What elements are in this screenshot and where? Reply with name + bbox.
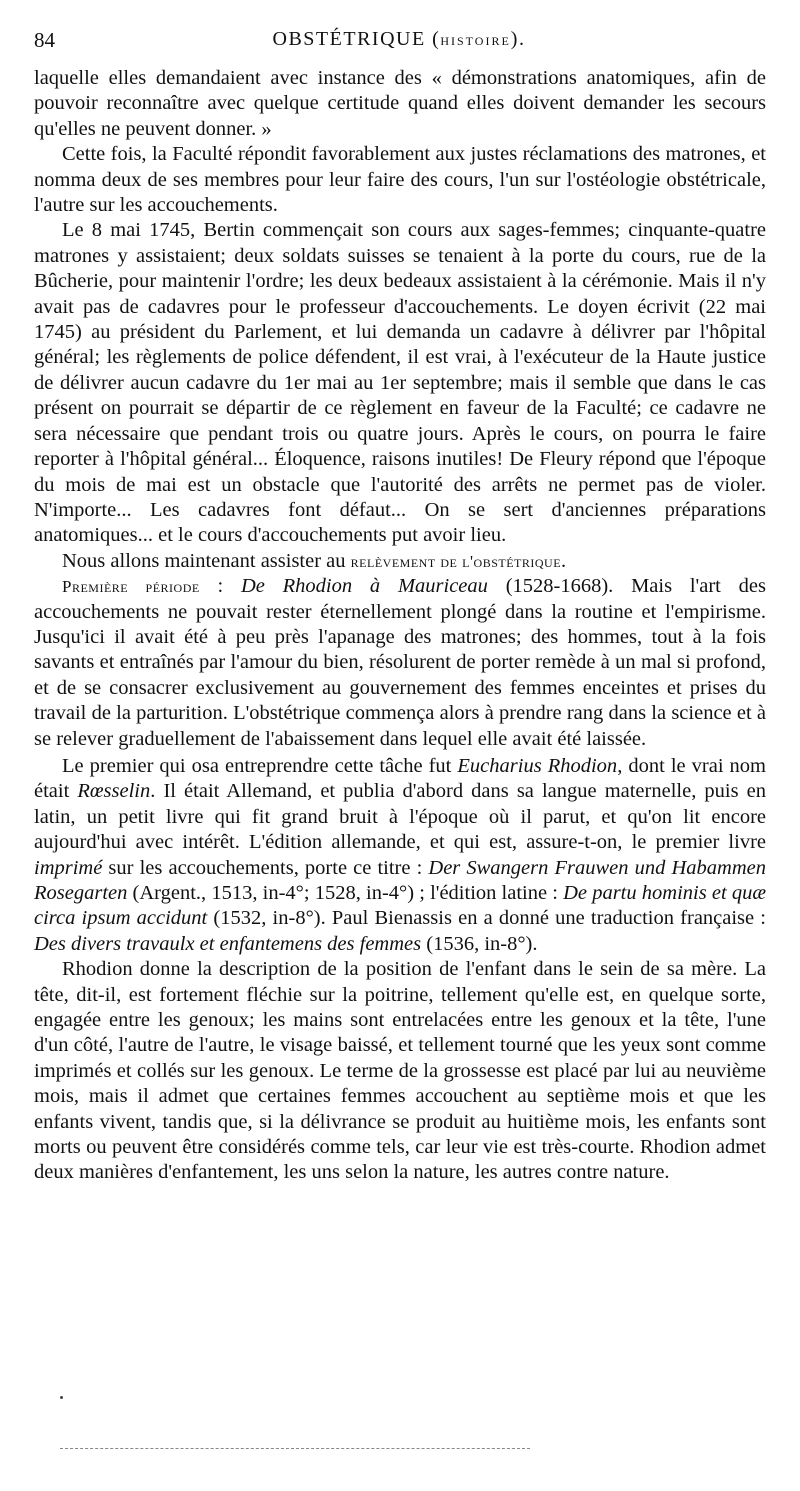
page-body xyxy=(34,66,766,1186)
bottom-rule xyxy=(60,1448,530,1449)
section-announcement: relèvement de l'obstétrique xyxy=(350,551,562,571)
p6-part-5: (Argent., 1513, in-4°; 1528, in-4°) ; l'édition latine : xyxy=(127,882,564,904)
book-title-french: Des divers travaulx et enfantemens des femmes xyxy=(34,932,422,955)
running-close: ). xyxy=(510,28,526,50)
paragraph-1: laquelle elles demandaient avec instance des « démonstrations anatomiques, afin de pouvoir reconnaître avec quelque certitude quand elles doivent demander les secours qu'elles ne peuvent donner. » xyxy=(34,67,766,140)
paragraph-5-text: (1528-1668). Mais l'art des accouchements ne pouvait rester éternellement plongé dans la routine et l'empirisme. Jusqu'ici il avait été à peu près l'apanage des matrones; des hommes, tout à la fois savants et entraînés par l'amour du bien, résolurent de porter remède à un mal si profond, et de se consacrer exclusivement au gouvernement des femmes enceintes et prises du travail de la parturition. L'obstétrique commença alors à prendre rang dans la science et à se relever graduellement de l'abaissement dans lequel elle avait été laissée. xyxy=(34,575,766,750)
book-title-german: Der Swangern Frauwen und Habammen Rosegarten xyxy=(34,856,766,904)
page-header xyxy=(34,28,764,58)
running-title: OBSTÉTRIQUE ( xyxy=(272,28,441,50)
paragraph-4 xyxy=(34,549,766,574)
paragraph-4-tail: . xyxy=(561,549,567,572)
p6-part-7: (1536, in-8°). xyxy=(421,932,538,955)
running-subtitle: HISTOIRE xyxy=(440,34,511,48)
author-name: Eucharius Rhodion xyxy=(457,754,618,777)
paragraph-4-lead: Nous allons maintenant assister au xyxy=(62,549,351,572)
paragraph-5 xyxy=(34,574,766,752)
p6-part-3: . Il était Allemand, et publia d'abord dans sa langue maternelle, puis en latin, un petit livre qui fit grand bruit à l'époque où il parut, et qu'on lit encore aujourd'hui avec intérêt. L'édition allemande, et qui est, assure-t-on, le premier livre xyxy=(34,780,766,854)
paragraph-6 xyxy=(34,754,766,957)
paragraph-7: Rhodion donne la description de la position de l'enfant dans le sein de sa mère. La tête, dit-il, est fortement fléchie sur la poitrine, tellement qu'elle est, en quelque sorte, engagée entre les genoux; les mains sont entrelacées entre les genoux et la tête, l'une d'un côté, l'autre de l'autre, le visage baissé, et tellement tourné que les yeux sont comme imprimés et collés sur les genoux. Le terme de la grossesse est placé par lui au neuvième mois, mais il admet que certaines femmes accouchent au septième mois et que les enfants vivent, tandis que, si la délivrance se produit au huitième mois, les enfants sont morts ou peuvent être considérés comme tels, car leur vie est très-courte. Rhodion admet deux manières d'enfantement, les uns selon la nature, les autres contre nature. xyxy=(34,958,766,1184)
page-number: 84 xyxy=(34,28,55,52)
p6-part-2: , dont le vrai nom était xyxy=(34,754,766,803)
p6-part-1: Le premier qui osa entreprendre cette tâche fut xyxy=(62,754,458,777)
emphasis-imprime: imprimé xyxy=(34,856,103,879)
period-heading: De Rhodion à Mauriceau xyxy=(240,575,488,598)
running-head xyxy=(34,28,764,51)
period-label: Première période xyxy=(62,577,200,597)
author-real-name: Rœsselin xyxy=(77,780,151,803)
book-title-latin: De partu hominis et quæ circa ipsum accidunt xyxy=(34,882,766,930)
p6-part-4: sur les accouchements, porte ce titre : xyxy=(102,856,429,879)
p6-part-6: (1532, in-8°). Paul Bienassis en a donné une traduction française : xyxy=(207,907,766,930)
period-colon: : xyxy=(199,575,241,598)
paragraph-2: Cette fois, la Faculté répondit favorablement aux justes réclamations des matrones, et nomma deux de ses membres pour leur faire des cours, l'un sur l'ostéologie obstétricale, l'autre sur les accouchements. xyxy=(34,143,766,217)
paragraph-3: Le 8 mai 1745, Bertin commençait son cours aux sages-femmes; cinquante-quatre matrones y assistaient; deux soldats suisses se tenaient à la porte du cours, rue de la Bûcherie, pour maintenir l'ordre; les deux bedeaux assistaient à la cérémonie. Mais il n'y avait pas de cadavres pour le professeur d'accouchements. Le doyen écrivit (22 mai 1745) au président du Parlement, et lui demanda un cadavre à délivrer par l'hôpital général; les règlements de police défendent, il est vrai, à l'exécuteur de la Haute justice de délivrer aucun cadavre du 1er mai au 1er septembre; mais il semble que dans le cas présent on pourrait se départir de ce règlement en faveur de la Faculté; ce cadavre ne sera nécessaire que pendant trois ou quatre jours. Après le cours, on pourra le faire reporter à l'hôpital général... Éloquence, raisons inutiles! De Fleury répond que l'époque du mois de mai est un obstacle que l'autorité des arrêts ne permet pas de violer. N'importe... Les cadavres font défaut... On se sert d'anciennes préparations anatomiques... et le cours d'accouchements put avoir lieu. xyxy=(34,219,766,547)
stray-dot xyxy=(60,1396,63,1399)
